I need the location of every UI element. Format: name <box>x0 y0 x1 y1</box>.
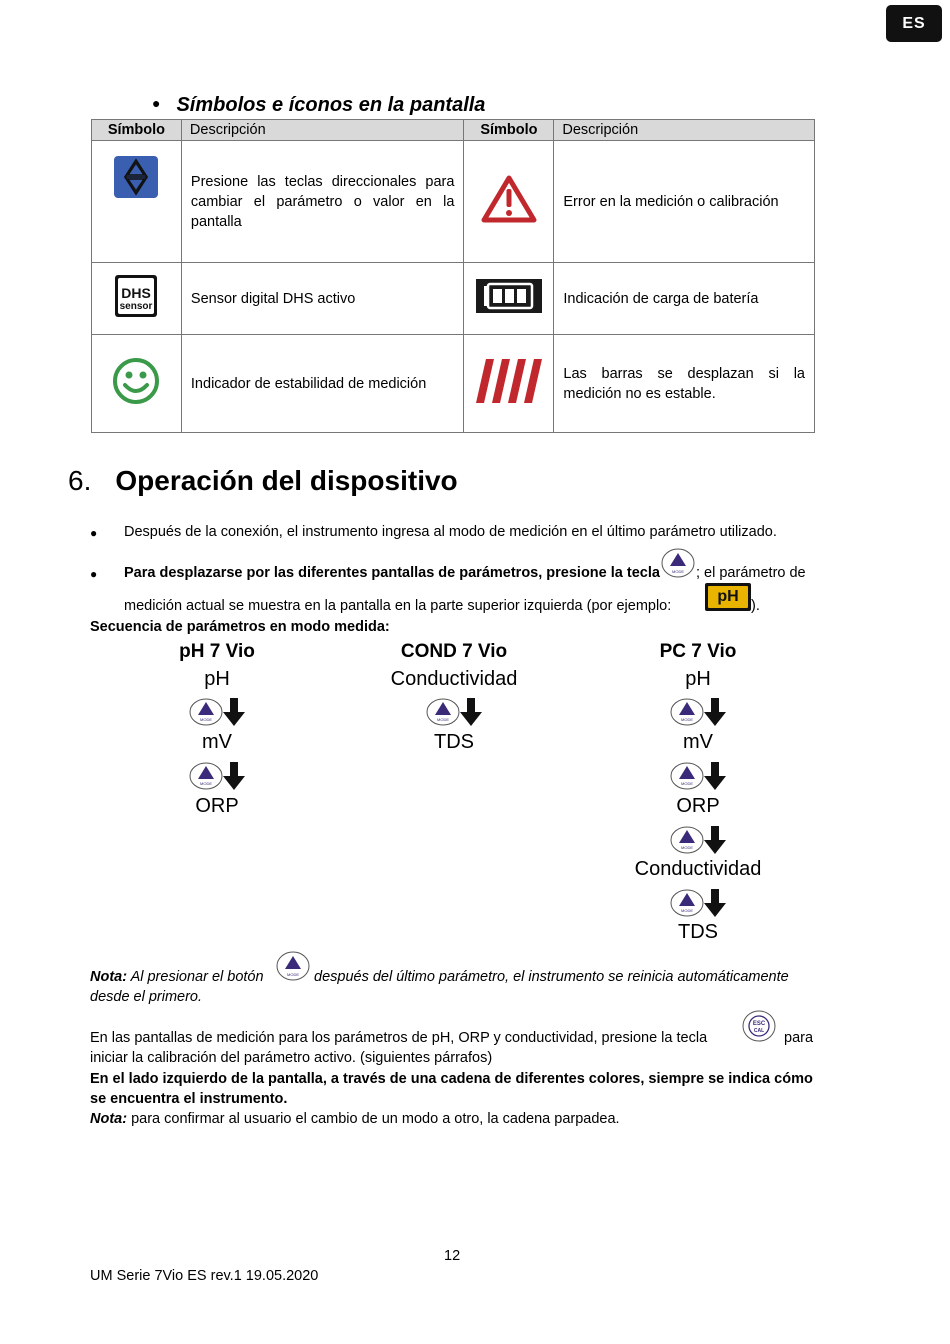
document-footer: UM Serie 7Vio ES rev.1 19.05.2020 <box>90 1268 319 1284</box>
dhs-sensor-icon <box>114 274 158 318</box>
desc-stability: Indicador de estabilidad de medición <box>181 335 464 433</box>
header-symbol: Símbolo <box>92 120 182 141</box>
desc-updown: Presione las teclas direccionales para cambiar el parámetro o valor en la pantalla <box>181 141 464 263</box>
bullet-dot: ● <box>90 567 98 581</box>
sequence-item: TDS <box>434 731 474 753</box>
svg-text:MODE: MODE <box>200 781 212 786</box>
down-arrow-icon <box>704 889 726 917</box>
svg-text:MODE: MODE <box>672 569 684 574</box>
mode-down-arrow <box>578 826 818 854</box>
chapter-heading <box>68 465 458 497</box>
down-arrow-icon <box>223 698 245 726</box>
mode-down-arrow <box>578 762 818 790</box>
note-text: Al presionar el botón <box>130 969 264 985</box>
mode-button-icon <box>670 889 704 917</box>
bullet-paragraph-rest: ; el parámetro de <box>696 565 806 581</box>
note-label: Nota: <box>90 969 128 985</box>
bullet-paragraph: Para desplazarse por las diferentes pantallas de parámetros, presione la tecla <box>124 565 660 581</box>
bullet-dot: ● <box>90 526 98 540</box>
esc-cal-button-icon <box>742 1010 776 1042</box>
up-down-arrows-icon <box>113 155 159 199</box>
svg-text:sensor: sensor <box>120 300 153 312</box>
down-arrow-icon <box>223 762 245 790</box>
svg-text:MODE: MODE <box>681 717 693 722</box>
down-arrow-icon <box>704 698 726 726</box>
svg-text:DHS: DHS <box>121 284 152 301</box>
symbols-table <box>91 119 815 433</box>
sequence-item: ORP <box>195 795 239 817</box>
bullet-paragraph-close: ). <box>751 598 760 614</box>
note-text: desde el primero. <box>90 989 203 1005</box>
note-label: Nota: <box>90 1111 128 1127</box>
desc-bars: Las barras se desplazan si la medición no es estable. <box>554 335 815 433</box>
slanted-bars-icon <box>476 359 542 403</box>
header-description: Descripción <box>554 120 815 141</box>
sequence-item: pH <box>685 668 711 690</box>
svg-text:MODE: MODE <box>681 908 693 913</box>
header-symbol: Símbolo <box>464 120 554 141</box>
table-row <box>92 263 815 335</box>
table-row <box>92 335 815 433</box>
table-header-row <box>92 120 815 141</box>
smiley-icon <box>112 357 160 405</box>
mode-down-arrow <box>97 698 337 726</box>
svg-text:MODE: MODE <box>287 972 299 977</box>
desc-dhs: Sensor digital DHS activo <box>181 263 464 335</box>
calibration-paragraph: En las pantallas de medición para los parámetros de pH, ORP y conductividad, presione la tecla <box>90 1030 708 1046</box>
warning-triangle-icon <box>481 174 537 224</box>
note-text: para confirmar al usuario el cambio de un modo a otro, la cadena parpadea. <box>131 1111 620 1127</box>
svg-text:ESC: ESC <box>752 1021 766 1027</box>
sequence-item: TDS <box>678 921 718 943</box>
ph-example-icon <box>705 583 751 611</box>
sequence-item: mV <box>202 731 232 753</box>
svg-text:MODE: MODE <box>681 845 693 850</box>
sequence-item: Conductividad <box>634 858 762 880</box>
note-text: después del último parámetro, el instrumento se reinicia automáticamente <box>314 969 789 985</box>
chapter-number: 6. <box>68 465 92 496</box>
table-row <box>92 141 815 263</box>
sequence-model: COND 7 Vio <box>400 641 508 662</box>
mode-button-icon <box>189 698 223 726</box>
note-line <box>90 967 264 987</box>
svg-text:MODE: MODE <box>200 717 212 722</box>
down-arrow-icon <box>704 826 726 854</box>
svg-text:MODE: MODE <box>437 717 449 722</box>
bullet-paragraph-line2: medición actual se muestra en la pantalla en la parte superior izquierda (por ejemplo: <box>124 598 672 614</box>
bullet-paragraph: Después de la conexión, el instrumento ingresa al modo de medición en el último parámetro utilizado. <box>124 524 777 540</box>
svg-text:CAL: CAL <box>753 1028 765 1034</box>
mode-down-arrow <box>97 762 337 790</box>
mode-button-icon <box>189 762 223 790</box>
desc-error: Error en la medición o calibración <box>554 141 815 263</box>
chapter-title: Operación del dispositivo <box>115 465 458 496</box>
mode-down-arrow <box>334 698 574 726</box>
mode-down-arrow <box>578 889 818 917</box>
sequence-model: PC 7 Vio <box>659 641 737 662</box>
mode-button-icon <box>426 698 460 726</box>
section-title: ● Símbolos e íconos en la pantalla <box>152 94 486 116</box>
down-arrow-icon <box>704 762 726 790</box>
sequence-model: pH 7 Vio <box>179 641 255 662</box>
mode-down-arrow <box>578 698 818 726</box>
bullet-dot: ● <box>152 95 161 111</box>
mode-button-icon <box>670 762 704 790</box>
status-string-paragraph: En el lado izquierdo de la pantalla, a través de una cadena de diferentes colores, siempre se indica cómo se encuentra el instrumento. <box>90 1071 813 1107</box>
language-badge: ES <box>886 5 942 42</box>
sequence-item: mV <box>683 731 713 753</box>
svg-text:MODE: MODE <box>681 781 693 786</box>
sequence-item: pH <box>204 668 230 690</box>
mode-button-icon <box>670 698 704 726</box>
sequence-title: Secuencia de parámetros en modo medida: <box>90 619 390 635</box>
page-number: 12 <box>444 1248 461 1264</box>
header-description: Descripción <box>181 120 464 141</box>
ph-example-label: pH <box>708 586 748 608</box>
sequence-item: ORP <box>676 795 720 817</box>
calibration-paragraph-rest: para <box>784 1030 814 1046</box>
down-arrow-icon <box>460 698 482 726</box>
sequence-item: Conductividad <box>390 668 518 690</box>
mode-button-icon <box>276 951 310 981</box>
desc-battery: Indicación de carga de batería <box>554 263 815 335</box>
mode-button-icon <box>670 826 704 854</box>
note-line <box>90 1109 620 1129</box>
calibration-paragraph-line2: iniciar la calibración del parámetro activo. (siguientes párrafos) <box>90 1050 493 1066</box>
mode-button-icon <box>661 548 695 578</box>
battery-icon <box>476 279 542 313</box>
